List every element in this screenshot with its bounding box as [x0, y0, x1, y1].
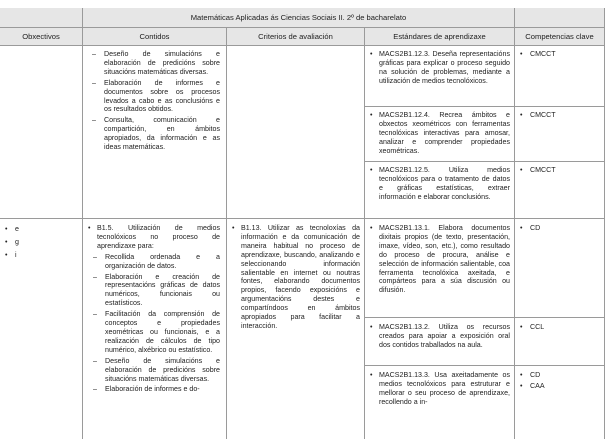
row2-contidos — [83, 219, 227, 439]
list-item: – Deseño de simulacións e elaboración de predicións sobre situacións matemáticas diversas. — [92, 357, 220, 384]
standard-text: • MACS2B1.12.3. Deseña representacións gráficas para explicar o proceso seguido na solución de problemas, mediante a utilización de medios tecnolóxicos. — [369, 50, 510, 86]
list-item: – Facilitación da comprensión de conceptos e propiedades xeométricas ou funcionais, e a realización de cálculos de tipo numérico, alxébrico ou estatístico. — [92, 310, 220, 355]
objective-item: • e — [4, 224, 78, 235]
list-item: – Elaboración e creación de representacións gráficas de datos numéricos, funcionais ou estatísticos. — [92, 273, 220, 309]
row1-obxectivos — [0, 46, 83, 219]
header-obxectivos: Obxectivos — [0, 28, 83, 46]
standard-text: • MACS2B1.13.2. Utiliza os recursos creados para apoiar a exposición oral dos contidos traballados na aula. — [369, 323, 510, 350]
competency: • CD — [519, 224, 600, 233]
header-criterios: Criterios de avaliación — [227, 28, 365, 46]
row1-contidos — [83, 46, 227, 219]
row1-standard-2 — [365, 107, 515, 162]
row2-comp-2 — [515, 318, 605, 366]
competency: • CAA — [519, 382, 600, 391]
row2-comp-3 — [515, 366, 605, 439]
list-item: – Elaboración de informes e do- — [92, 385, 220, 394]
row2-standard-3 — [365, 366, 515, 439]
row1-comp-1 — [515, 46, 605, 107]
table-title: Matemáticas Aplicadas ás Ciencias Sociais II. 2º de bacharelato — [83, 8, 515, 28]
objective-item: • g — [4, 237, 78, 248]
row2-obxectivos — [0, 219, 83, 439]
standard-text: • MACS2B1.13.3. Usa axeitadamente os medios tecnolóxicos para estruturar e mellorar o seu proceso de aprendizaxe, recollendo a in- — [369, 371, 510, 407]
standard-text: • MACS2B1.12.4. Recrea ámbitos e obxectos xeométricos con ferramentas tecnolóxicas interactivas para amosar, analizar e comprender propiedades xeométricas. — [369, 111, 510, 156]
row1-comp-2 — [515, 107, 605, 162]
list-item: – Recollida ordenada e a organización de datos. — [92, 253, 220, 271]
list-item: – Consulta, comunicación e compartición, en ámbitos apropiados, da información e as ideas matemáticas. — [91, 116, 220, 152]
competency: • CMCCT — [519, 166, 600, 175]
header-estandares: Estándares de aprendizaxe — [365, 28, 515, 46]
standard-text: • MACS2B1.13.1. Elabora documentos dixitais propios (de texto, presentación, imaxe, vídeo, son, etc.), como resultado do proceso de procura, análise e selección de información salientable, coa ferramenta tecnolóxica axeitada, e compárteos para a súa discusión ou difusión. — [369, 224, 510, 295]
competency: • CMCCT — [519, 50, 600, 59]
row1-comp-3 — [515, 162, 605, 219]
row1-criterios — [227, 46, 365, 219]
header-contidos: Contidos — [83, 28, 227, 46]
row2-criterio — [227, 219, 365, 439]
row2-standard-2 — [365, 318, 515, 366]
competency: • CMCCT — [519, 111, 600, 120]
list-item: – Deseño de simulacións e elaboración de predicións sobre situacións matemáticas diversas. — [91, 50, 220, 77]
row2-comp-1 — [515, 219, 605, 318]
competency: • CD — [519, 371, 600, 380]
row1-standard-1 — [365, 46, 515, 107]
title-spacer-right — [515, 8, 605, 28]
objective-item: • i — [4, 250, 78, 261]
header-competencias: Competencias clave — [515, 28, 605, 46]
row2-standard-1 — [365, 219, 515, 318]
list-item: – Elaboración de informes e documentos sobre os procesos levados a cabo e as conclusións e os resultados obtidos. — [91, 79, 220, 115]
row1-standard-3 — [365, 162, 515, 219]
contidos-intro: • B1.5. Utilización de medios tecnolóxicos no proceso de aprendizaxe para: — [87, 224, 220, 251]
title-spacer — [0, 8, 83, 28]
competency: • CCL — [519, 323, 600, 332]
criterio-text: • B1.13. Utilizar as tecnoloxías da información e da comunicación de maneira habitual no proceso de aprendizaxe, buscando, analizando e seleccionando información salientable en internet ou noutras fontes, elaborando documentos propios, facendo exposicións e argumentacións destes e compartíndoos en ámbitos apropiados para facilitar a interacción. — [231, 224, 360, 331]
standard-text: • MACS2B1.12.5. Utiliza medios tecnolóxicos para o tratamento de datos e gráficas estatísticas, extraer información e elaborar conclusións. — [369, 166, 510, 202]
